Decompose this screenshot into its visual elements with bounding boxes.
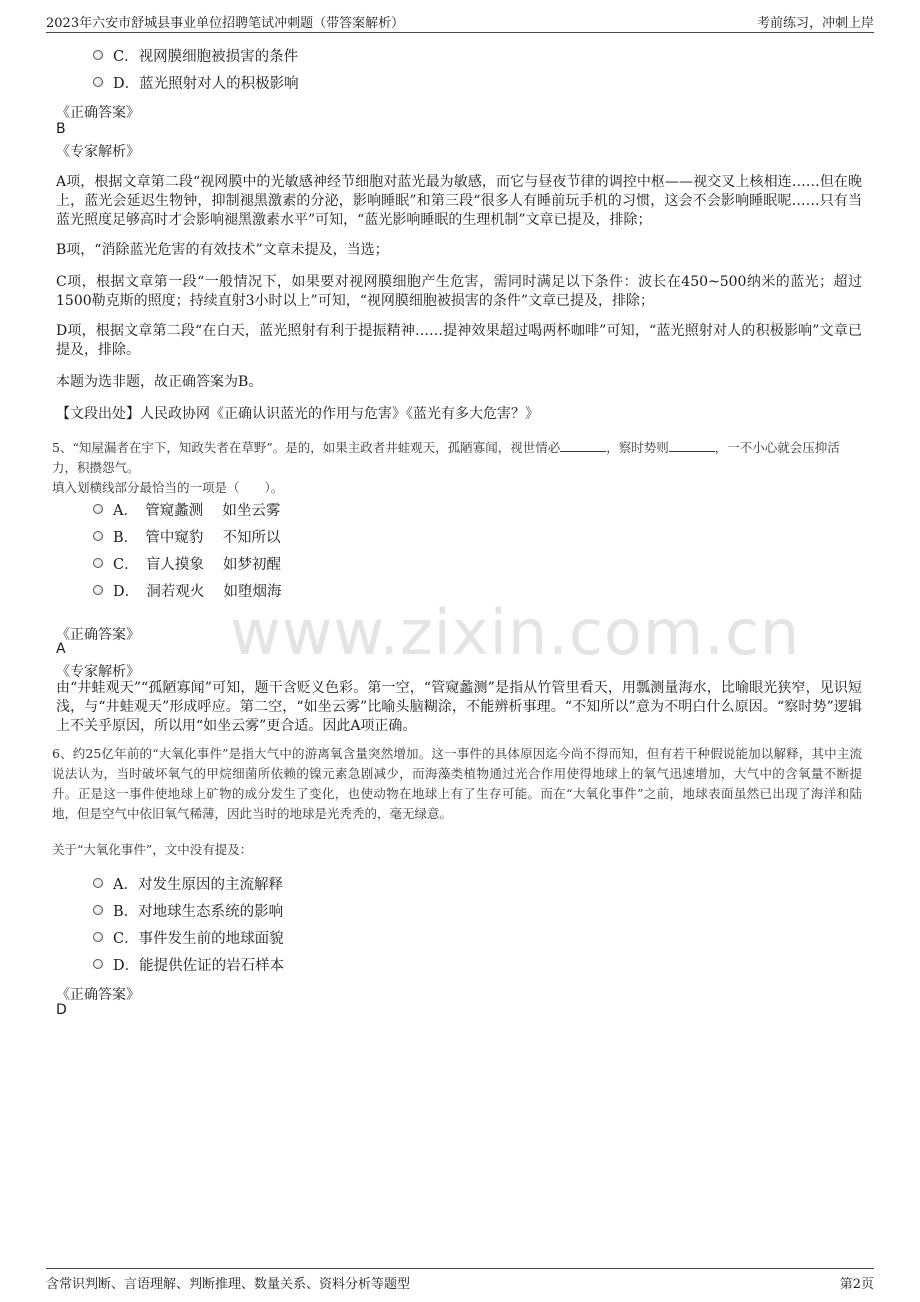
- q5-option-d[interactable]: D． 洞若观火 如堕烟海: [93, 579, 281, 601]
- q6-answer: D: [56, 1002, 67, 1018]
- q4-analysis-d: D项，根据文章第二段“在白天，蓝光照射有利于提振精神……提神效果超过喝两杯咖啡”可知，“蓝光照射对人的积极影响”文章已提及，排除。: [56, 323, 862, 358]
- q5-option-a[interactable]: A． 管窥蠡测 如坐云雾: [93, 498, 280, 520]
- q5-analysis-label: 《专家解析》: [56, 664, 140, 680]
- radio-icon[interactable]: [93, 932, 103, 942]
- page-footer: [46, 1268, 874, 1293]
- q5-answer: A: [56, 641, 66, 657]
- q4-conclusion: 本题为选非题，故正确答案为B。: [56, 374, 263, 390]
- q6-prompt: 关于“大氧化事件”，文中没有提及：: [52, 842, 253, 857]
- blank-line: [669, 441, 715, 452]
- q6-option-d[interactable]: D．能提供佐证的岩石样本: [93, 953, 284, 975]
- radio-icon[interactable]: [93, 50, 103, 60]
- q4-option-d[interactable]: D．蓝光照射对人的积极影响: [93, 71, 299, 93]
- q4-analysis-b: B项，“消除蓝光危害的有效技术”文章未提及，当选；: [56, 242, 389, 258]
- radio-icon[interactable]: [93, 585, 103, 595]
- radio-icon[interactable]: [93, 959, 103, 969]
- q6-option-b[interactable]: B．对地球生态系统的影响: [93, 899, 283, 921]
- q4-option-c[interactable]: C．视网膜细胞被损害的条件: [93, 44, 298, 66]
- q5-stem: 5、“知屋漏者在宇下，知政失者在草野”。是的，如果主政者井蛙观天，孤陋寡闻，视世情必 ，察时势则 ，一不小心就会压抑活 力，积攒怨气。: [52, 440, 840, 475]
- watermark: www.zixin.com.cn: [230, 596, 801, 669]
- q4-answer: B: [56, 121, 66, 137]
- blank-line: [560, 441, 606, 452]
- q5-analysis: 由“井蛙观天”“孤陋寡闻”可知，题干含贬义色彩。第一空，“管窥蠡测”是指从竹管里看天，用瓢测量海水，比喻眼光狭窄，见识短浅，与“井蛙观天”形成呼应。第二空，“如坐云雾”比喻头脑糊涂，不能辨析事理。“不知所以”意为不明白什么原因。“察时势”逻辑上不关乎原因，所以用“如坐云雾”更合适。因此A项正确。: [56, 680, 862, 734]
- q5-answer-label: 《正确答案》: [56, 627, 140, 643]
- q4-source: 【文段出处】人民政协网《正确认识蓝光的作用与危害》《蓝光有多大危害？》: [56, 406, 539, 422]
- q4-analysis-c: C项，根据文章第一段“一般情况下，如果要对视网膜细胞产生危害，需同时满足以下条件：波长在450~500纳米的蓝光；超过1500勒克斯的照度；持续直射3小时以上”可知，“视网膜细胞被损害的条件”文章已提及，排除；: [56, 274, 862, 309]
- q4-analysis-a: A项，根据文章第二段“视网膜中的光敏感神经节细胞对蓝光最为敏感，而它与昼夜节律的调控中枢——视交叉上核相连……但在晚上，蓝光会延迟生物钟，抑制褪黑激素的分泌，影响睡眠”和第三段“很多人有睡前玩手机的习惯，这会不会影响睡眠呢……只有当蓝光照度足够高时才会影响褪黑激素水平”可知，“蓝光影响睡眠的生理机制”文章已提及，排除；: [56, 174, 862, 228]
- radio-icon[interactable]: [93, 905, 103, 915]
- page-header: [46, 8, 874, 33]
- q4-answer-label: 《正确答案》: [56, 105, 140, 121]
- q4-analysis-label: 《专家解析》: [56, 144, 140, 160]
- footer-note: 含常识判断、言语理解、判断推理、数量关系、资料分析等题型: [46, 1277, 411, 1292]
- radio-icon[interactable]: [93, 504, 103, 514]
- radio-icon[interactable]: [93, 77, 103, 87]
- q5-option-c[interactable]: C． 盲人摸象 如梦初醒: [93, 552, 281, 574]
- q6-stem: 6、约25亿年前的“大氧化事件”是指大气中的游离氧含量突然增加。这一事件的具体原因迄今尚不得而知，但有若干种假说能加以解释，其中主流说法认为，当时破坏氧气的甲烷细菌所依赖的镍元素急剧减少，而海藻类植物通过光合作用使得地球上的氧气迅速增加，大气中的含氧量不断提升。正是这一事件使地球上矿物的成分发生了变化，也使动物在地球上有了生存可能。而在“大氧化事件”之前，地球表面虽然已出现了海洋和陆地，但是空气中依旧氧气稀薄，因此当时的地球是光秃秃的，毫无绿意。: [52, 746, 862, 821]
- header-title: 2023年六安市舒城县事业单位招聘笔试冲刺题（带答案解析）: [46, 16, 405, 31]
- q6-option-a[interactable]: A．对发生原因的主流解释: [93, 872, 283, 894]
- header-slogan: 考前练习，冲刺上岸: [756, 16, 874, 31]
- radio-icon[interactable]: [93, 531, 103, 541]
- q6-answer-label: 《正确答案》: [56, 987, 140, 1003]
- q5-prompt: 填入划横线部分最恰当的一项是（ ）。: [52, 480, 284, 495]
- radio-icon[interactable]: [93, 878, 103, 888]
- radio-icon[interactable]: [93, 558, 103, 568]
- page-number: 第2页: [839, 1277, 874, 1292]
- q5-option-b[interactable]: B． 管中窥豹 不知所以: [93, 525, 281, 547]
- q6-option-c[interactable]: C．事件发生前的地球面貌: [93, 926, 284, 948]
